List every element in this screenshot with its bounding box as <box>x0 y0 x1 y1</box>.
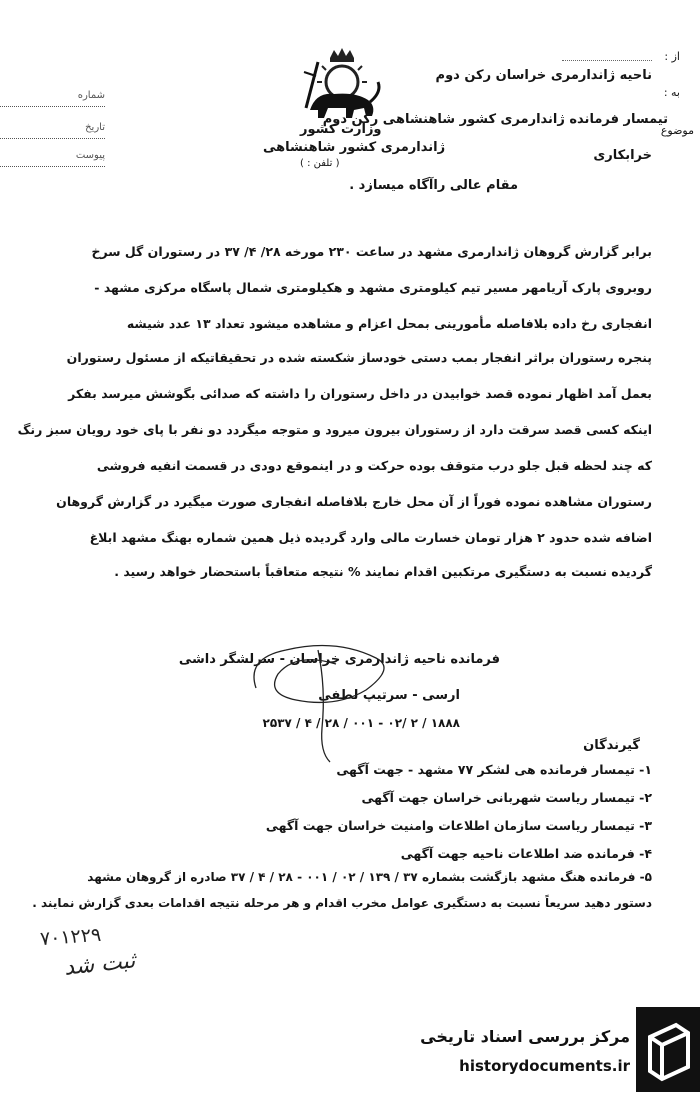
date-label: تاریخ <box>85 122 105 133</box>
handwritten-note: ثبت شد <box>62 948 137 981</box>
recipient-item: ۲- تیمسار ریاست شهربانی خراسان جهت آگهی <box>361 790 652 805</box>
to-label: به : <box>663 86 680 99</box>
footer-logo-panel <box>636 1007 700 1092</box>
body-line: رستوران مشاهده نموده فوراً از آن محل خارج بلافاصله انفجاری صورت میگیرد در گزارش گروهان <box>56 494 652 509</box>
ministry-title: وزارت کشور <box>300 122 382 137</box>
handwritten-number: ۷۰۱۲۲۹ <box>39 923 102 951</box>
from-dotted-line <box>562 60 652 61</box>
subject-value: خرابکاری <box>593 148 652 163</box>
footer-watermark <box>410 1007 700 1092</box>
phone-line: ( تلفن : ) <box>300 158 340 169</box>
addressee-line: مقام عالی راآگاه میسازد . <box>349 178 518 193</box>
footer-organization-name: مرکز بررسی اسناد تاریخی <box>420 1027 630 1046</box>
organization-title: ژاندارمری کشور شاهنشاهی <box>263 140 446 155</box>
signature-scribble-icon <box>226 628 436 766</box>
from-label: از : <box>664 50 680 63</box>
body-line: اضافه شده حدود ۲ هزار تومان خسارت مالی وارد گردیده ذیل همین شماره بهنگ مشهد ابلاغ <box>89 530 652 545</box>
recipient-item: ۴- فرمانده ضد اطلاعات ناحیه جهت آگهی <box>400 846 652 861</box>
attachment-label: پیوست <box>75 150 105 161</box>
signature-name: ارسی - سرتیپ لطفی <box>318 688 460 703</box>
footer-url: historydocuments.ir <box>459 1057 630 1075</box>
from-value: ناحیه ژاندارمری خراسان رکن دوم <box>435 68 652 83</box>
recipient-item: دستور دهید سریعاً نسبت به دستگیری عوامل مخرب اقدام و هر مرحله نتیجه اقدامات بعدی گزارش نمایند . <box>32 896 652 910</box>
attachment-field <box>0 152 105 167</box>
number-label: شماره <box>77 90 105 101</box>
signature-title: فرمانده ناحیه ژاندارمری خراسان - سرلشگر داشی <box>178 652 500 667</box>
document-archive-logo-icon <box>636 1007 700 1092</box>
recipient-item: ۳- تیمسار ریاست سازمان اطلاعات وامنیت خراسان جهت آگهی <box>265 818 652 833</box>
subject-label: موضوع <box>660 124 694 137</box>
body-line: انفجاری رخ داده بلافاصله مأمورینی بمحل اعزام و مشاهده میشود تعداد ۱۳ عدد شیشه <box>126 316 652 331</box>
body-line: بعمل آمد اظهار نموده قصد خوابیدن در داخل رستوران را داشته که صدائی بگوشش میرسد بفکر <box>68 386 652 401</box>
body-line: اینکه کسی قصد سرقت دارد از رستوران بیرون میرود و متوجه میگردد دو نفر با پای خود رویان سبز رنگ <box>17 422 652 437</box>
recipient-item: ۱- تیمسار فرمانده هی لشکر ۷۷ مشهد - جهت آگهی <box>336 762 652 777</box>
date-field <box>0 124 105 139</box>
body-line: گردیده نسبت به دستگیری مرتکبین اقدام نمایند % نتیجه متعاقباً باستحضار خواهد رسید . <box>114 564 652 579</box>
body-line: پنجره رستوران براثر انفجار بمب دستی خودساز شکسته شده در تحقیقاتیکه از مسئول رستوران <box>66 350 652 365</box>
recipients-heading: گیرندگان <box>583 738 640 753</box>
body-line: که چند لحظه قبل جلو درب متوقف بوده حرکت و در اینموقع دودی در قسمت انفیه فروشی <box>96 458 652 473</box>
reference-number: ۱۸۸۸ / ۲ /۰۲ - ۰۰۱ / ۲۸ / ۴ / ۲۵۳۷ <box>262 716 460 730</box>
number-field <box>0 92 105 107</box>
recipient-item: ۵- فرمانده هنگ مشهد بازگشت بشماره ۳۷ / ۱۳۹ / ۰۲ / ۰۰۱ - ۲۸ / ۴ / ۳۷ صادره از گروهان مشهد <box>87 870 652 884</box>
body-line: برابر گزارش گروهان ژاندارمری مشهد در ساعت ۲۳۰ مورخه ۲۸/ ۴/ ۳۷ در رستوران گل سرخ <box>91 244 652 259</box>
to-value: تیمسار فرمانده ژاندارمری کشور شاهنشاهی رکن دوم <box>322 112 668 127</box>
body-line: روبروی پارک آریامهر مسیر تیم کیلومتری مشهد و هکیلومتری شمال پاسگاه مرکزی مشهد - <box>94 280 652 295</box>
